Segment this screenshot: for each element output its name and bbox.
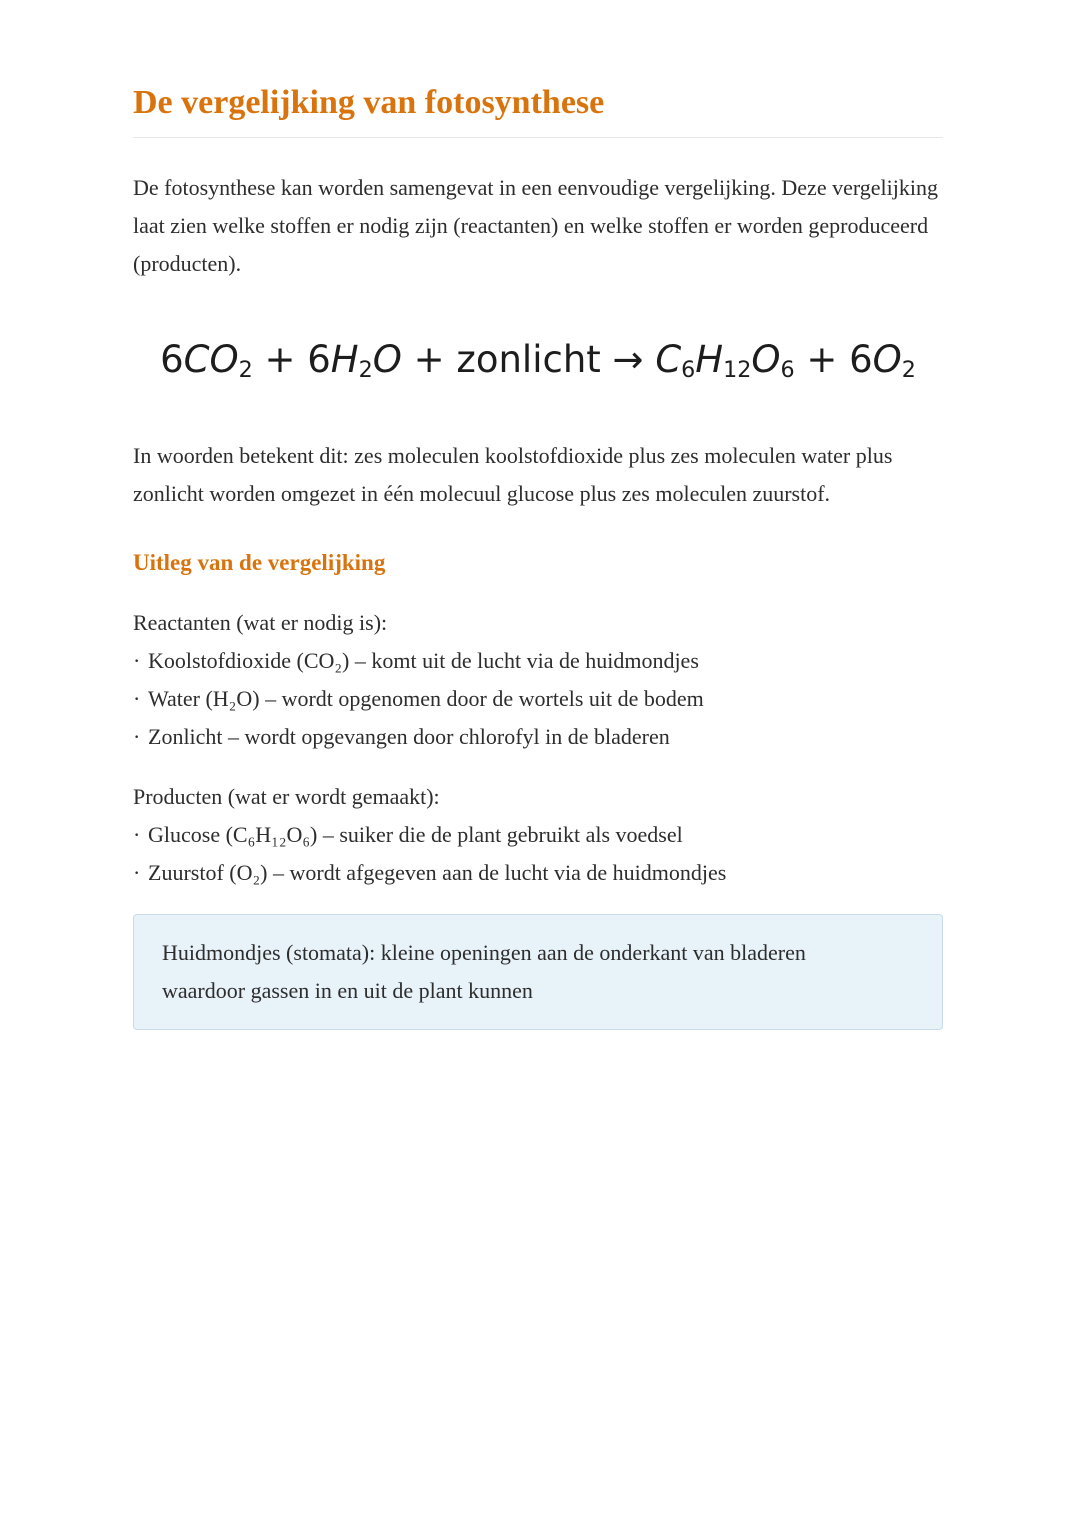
list-item-product-glucose bbox=[133, 816, 943, 854]
products-block bbox=[133, 778, 943, 892]
products-intro: Producten (wat er wordt gemaakt): bbox=[133, 784, 440, 810]
list-item-text: Koolstofdioxide (CO₂) – komt uit de lucht via de huidmondjes bbox=[148, 648, 699, 674]
bullet-dot: · bbox=[133, 686, 141, 712]
equation-segment: H bbox=[695, 338, 724, 382]
list-item-text: Zonlicht – wordt opgevangen door chlorofyl in de bladeren bbox=[148, 724, 670, 750]
list-item-product-zuurstof bbox=[133, 854, 943, 892]
equation-segment: + bbox=[794, 338, 850, 382]
reactants-intro: Reactanten (wat er nodig is): bbox=[133, 610, 388, 636]
equation-segment: 12 bbox=[723, 357, 752, 384]
equation-segment: O bbox=[372, 338, 402, 382]
section-heading-uitleg: Uitleg van de vergelijking bbox=[133, 549, 386, 575]
equation-segment: O bbox=[751, 338, 781, 382]
list-item-text: Glucose (C₆H₁₂O₆) – suiker die de plant gebruikt als voedsel bbox=[148, 822, 683, 848]
bullet-dot: · bbox=[133, 822, 141, 848]
equation-segment: 2 bbox=[238, 357, 253, 384]
bullet-dot: · bbox=[133, 860, 141, 886]
equation-segment: zonlicht bbox=[456, 338, 601, 382]
callout-box bbox=[133, 914, 943, 1030]
reactants-block bbox=[133, 604, 943, 756]
equation-segment: O bbox=[872, 338, 902, 382]
equation-segment: + bbox=[401, 338, 457, 382]
callout-text: Huidmondjes (stomata): kleine openingen aan de onderkant van bladeren waardoor gassen in en uit de plant kunnen bbox=[162, 940, 806, 1004]
equation-segment: 6 bbox=[780, 357, 795, 384]
equation-segment: → bbox=[600, 338, 656, 382]
equation-segment: 6 bbox=[849, 338, 873, 382]
equation-segment: C bbox=[655, 338, 682, 382]
meaning-paragraph: In woorden betekent dit: zes moleculen koolstofdioxide plus zes moleculen water plus zonlicht worden omgezet in één molecuul glucose plus zes moleculen zuurstof. bbox=[133, 442, 893, 506]
equation-segment: + bbox=[252, 338, 308, 382]
list-item-text: Zuurstof (O₂) – wordt afgegeven aan de lucht via de huidmondjes bbox=[148, 860, 727, 886]
equation-segment: H bbox=[330, 338, 359, 382]
equation-segment: 6 bbox=[681, 357, 696, 384]
photosynthesis-equation bbox=[133, 335, 943, 386]
equation-segment: 2 bbox=[358, 357, 373, 384]
list-item-text: Water (H₂O) – wordt opgenomen door de wortels uit de bodem bbox=[148, 686, 704, 712]
bullet-dot: · bbox=[133, 648, 141, 674]
equation-segment: 6 bbox=[160, 338, 184, 382]
bullet-dot: · bbox=[133, 724, 141, 750]
list-item-reactant-zonlicht bbox=[133, 718, 943, 756]
equation-segment: CO bbox=[183, 338, 239, 382]
page-title: De vergelijking van fotosynthese bbox=[133, 82, 943, 138]
list-item-reactant-co2 bbox=[133, 642, 943, 680]
list-item-reactant-water bbox=[133, 680, 943, 718]
equation-segment: 6 bbox=[307, 338, 331, 382]
equation-segment: 2 bbox=[901, 357, 916, 384]
intro-paragraph: De fotosynthese kan worden samengevat in een eenvoudige vergelijking. Deze vergelijking laat zien welke stoffen er nodig zijn (reactanten) en welke stoffen er worden geproduceerd (producten). bbox=[133, 175, 938, 277]
